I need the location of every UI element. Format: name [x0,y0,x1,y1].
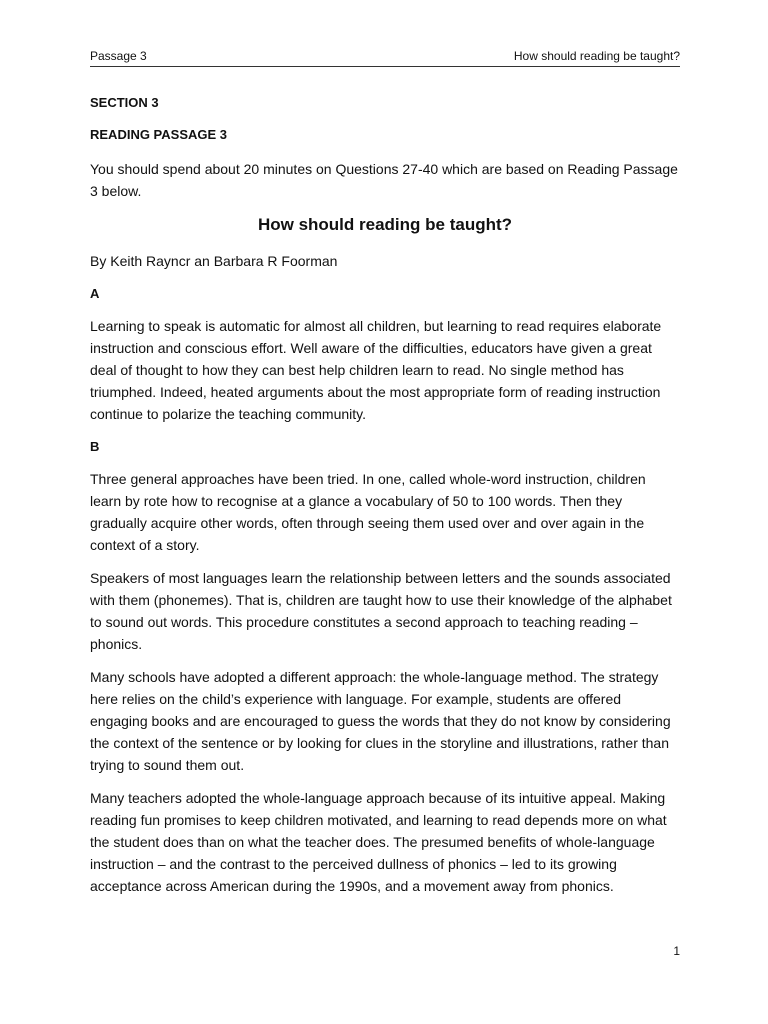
author-byline: By Keith Rayncr an Barbara R Foorman [90,253,338,269]
paragraph-label-b: B [90,439,100,454]
paragraph-a: Learning to speak is automatic for almost all children, but learning to read requires elaborate instruction and conscious effort. Well aware of the difficulties, educators have given a great deal of thought to how they can best help children learn to read. No single method has triumphed. Indeed, heated arguments about the most appropriate form of reading instruction continue to polarize the teaching community. [90,318,662,422]
paragraph-label-a: A [90,286,100,301]
header-passage-label: Passage 3 [90,49,147,63]
header-title: How should reading be taught? [513,49,680,63]
running-header [90,47,680,65]
document-page [90,0,680,1024]
instructions-text: You should spend about 20 minutes on Questions 27-40 which are based on Reading Passage 3 below. [90,161,678,199]
header-divider [90,66,680,67]
page-number: 1 [673,944,680,958]
paragraph-b-2: Speakers of most languages learn the relationship between letters and the sounds associated with them (phonemes). That is, children are taught how to use their knowledge of the alphabet to sound out words. This procedure constitutes a second approach to teaching reading – phonics. [90,570,672,652]
section-heading: SECTION 3 [90,95,159,110]
passage-heading: READING PASSAGE 3 [90,127,228,142]
passage-title: How should reading be taught? [257,215,513,234]
paragraph-b-4: Many teachers adopted the whole-language approach because of its intuitive appeal. Making reading fun promises to keep children motivated, and learning to read depends more on what the student does than on what the teacher does. The presumed benefits of whole-language instruction – and the contrast to the perceived dullness of phonics – led to its growing acceptance across American during the 1990s, and a movement away from phonics. [90,790,667,894]
paragraph-b-1: Three general approaches have been tried. In one, called whole-word instruction, children learn by rote how to recognise at a glance a vocabulary of 50 to 100 words. Then they gradually acquire other words, often through seeing them used over and over again in the context of a story. [90,471,646,553]
paragraph-b-3: Many schools have adopted a different approach: the whole-language method. The strategy here relies on the child’s experience with language. For example, students are offered engaging books and are encouraged to guess the words that they do not know by considering the context of the sentence or by looking for clues in the storyline and illustrations, rather than trying to sound them out. [90,669,671,773]
